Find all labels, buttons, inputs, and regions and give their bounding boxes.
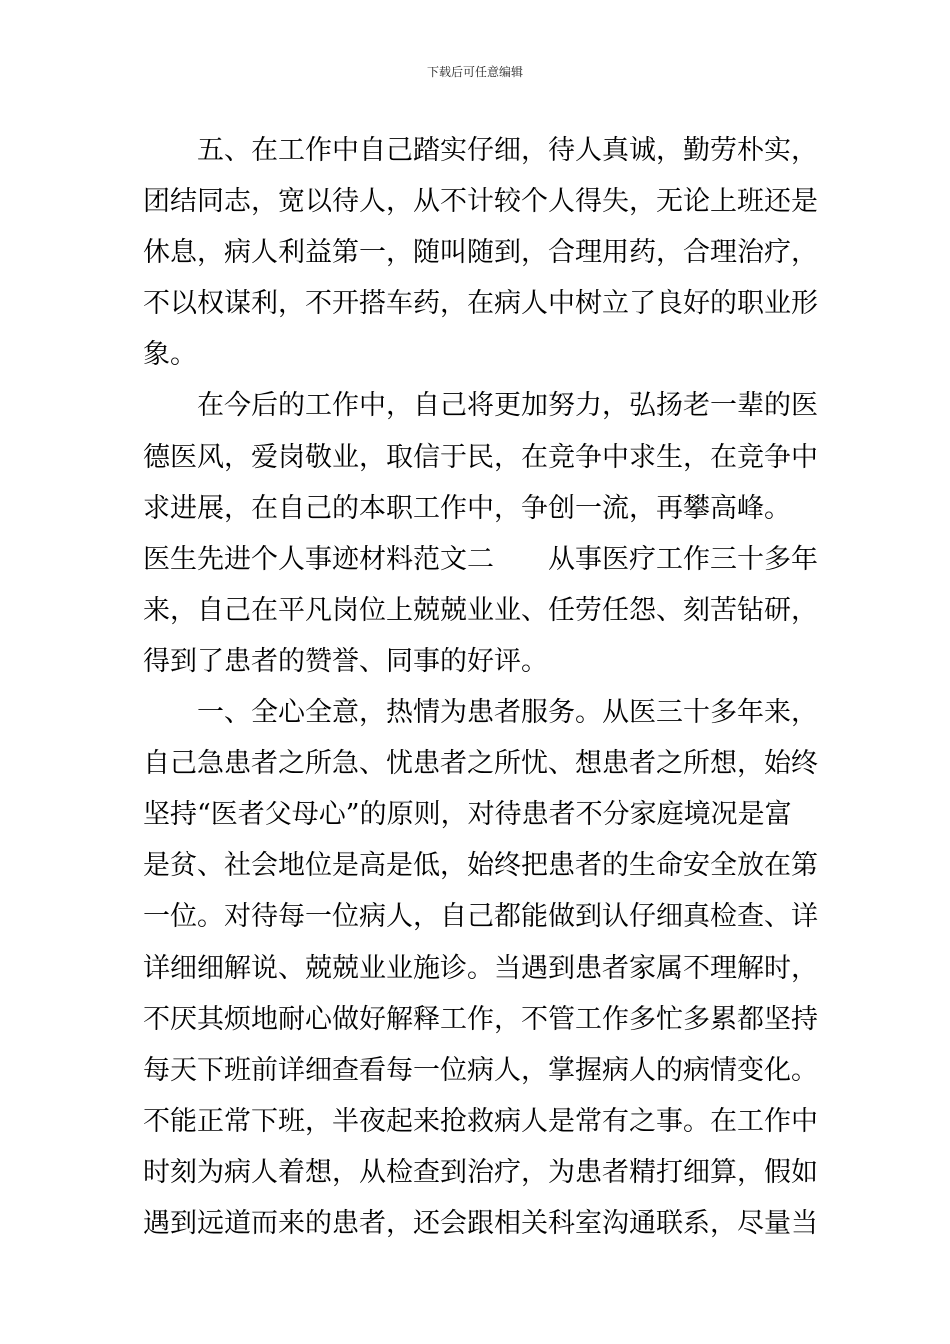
text-line: 每天下班前详细查看每一位病人，掌握病人的病情变化。 <box>143 1054 818 1086</box>
text-line: 休息，病人利益第一，随叫随到，合理用药，合理治疗， <box>143 237 818 269</box>
text-line: 不能正常下班，半夜起来抢救病人是常有之事。在工作中 <box>143 1105 818 1137</box>
text-line: 自己急患者之所急、忧患者之所忧、想患者之所想，始终 <box>143 748 818 780</box>
text-line: 详细细解说、兢兢业业施诊。当遇到患者家属不理解时， <box>143 952 818 984</box>
text-line: 时刻为病人着想，从检查到治疗，为患者精打细算，假如 <box>143 1156 818 1188</box>
text-line: 是贫、社会地位是高是低，始终把患者的生命安全放在第 <box>143 850 818 882</box>
page-header-note: 下载后可任意编辑 <box>426 65 523 79</box>
text-line: 医生先进个人事迹材料范文二 从事医疗工作三十多年 <box>143 543 818 575</box>
text-line: 得到了患者的赞誉、同事的好评。 <box>143 645 548 677</box>
text-line: 在今后的工作中，自己将更加努力，弘扬老一辈的医 <box>143 390 818 422</box>
text-line: 求进展，在自己的本职工作中，争创一流，再攀高峰。 <box>143 492 791 524</box>
text-line: 坚持“医者父母心”的原则，对待患者不分家庭境况是富 <box>143 799 792 831</box>
text-line: 来，自己在平凡岗位上兢兢业业、任劳任怨、刻苦钻研， <box>143 594 818 626</box>
text-line: 德医风，爱岗敬业，取信于民，在竞争中求生，在竞争中 <box>143 441 818 473</box>
text-line: 不以权谋利，不开搭车药，在病人中树立了良好的职业形 <box>143 288 818 320</box>
text-line: 象。 <box>143 339 197 371</box>
text-line: 一位。对待每一位病人，自己都能做到认仔细真检查、详 <box>143 901 818 933</box>
text-line: 一、全心全意，热情为患者服务。从医三十多年来， <box>143 697 818 729</box>
text-line: 不厌其烦地耐心做好解释工作，不管工作多忙多累都坚持 <box>143 1003 818 1035</box>
text-line: 团结同志，宽以待人，从不计较个人得失，无论上班还是 <box>143 186 818 218</box>
text-line: 遇到远道而来的患者，还会跟相关科室沟通联系，尽量当 <box>143 1207 818 1239</box>
document-body <box>143 125 818 1249</box>
text-line: 五、在工作中自己踏实仔细，待人真诚，勤劳朴实， <box>143 135 818 166</box>
